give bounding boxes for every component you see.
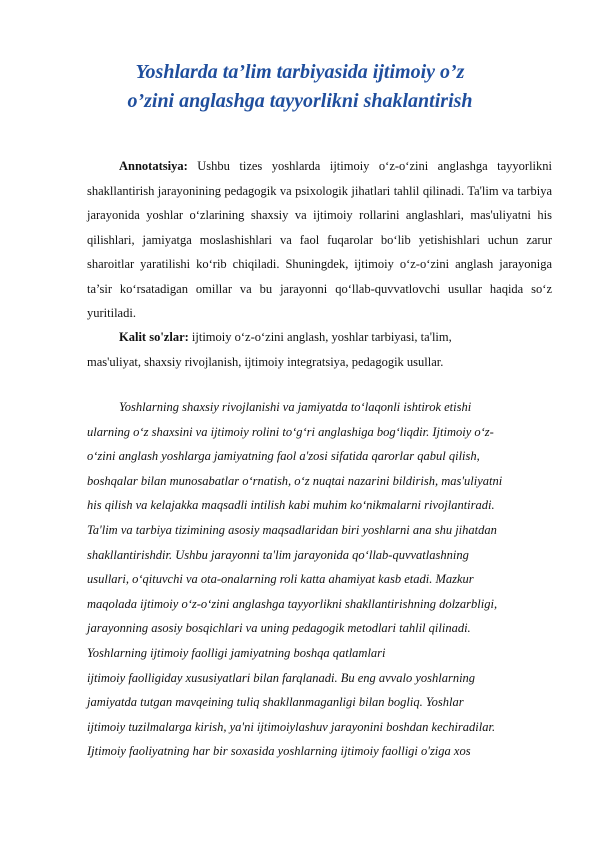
body-line: jarayonning asosiy bosqichlari va uning pedagogik metodlari tahlil qilinadi. <box>87 621 471 636</box>
keywords-line-2: mas'uliyat, shaxsiy rivojlanish, ijtimoiy integratsiya, pedagogik usullar. <box>87 355 444 369</box>
body-line: boshqalar bilan munosabatlar o‘rnatish, o‘z nuqtai nazarini bildirish, mas'uliyatni <box>87 473 503 488</box>
body-line: his qilish va kelajakka maqsadli intilish kabi muhim ko‘nikmalarni rivojlantiradi. <box>87 498 495 513</box>
abstract-text: Ushbu tizes yoshlarda ijtimoiy o‘z-o‘zini anglashga tayyorlikni shakllantirish jarayonining pedagogik va psixologik jihatlari tahlil qilinadi. Ta'lim va tarbiya jarayonida yoshlar o‘zlarining shaxsiy va ijtimoiy rollarini anglashlari, mas'uliyatni his qilishlari, jamiyatga moslashishlari va faol fuqarolar bo‘lib yetishishlari uchun zarur sharoitlar yaratilishi ko‘rib chiqiladi. Shuningdek, ijtimoiy o‘z-o‘zini anglash jarayoniga ta’sir ko‘rsatadigan omillar va bu jarayonni qo‘llab-quvvatlovchi usullar haqida so‘z yuritiladi. <box>87 159 552 320</box>
body-line: ijtimoiy faolligiday xususiyatlari bilan farqlanadi. Bu eng avvalo yoshlarning <box>87 670 476 685</box>
keywords-line-1 <box>119 325 584 350</box>
abstract-paragraph <box>87 154 552 326</box>
body-line: Ijtimoiy faoliyatning har bir soxasida yoshlarning ijtimoiy faolligi o'ziga xos <box>87 744 471 759</box>
body-line: o‘zini anglash yoshlarga jamiyatning faol a'zosi sifatida qarorlar qabul qilish, <box>87 449 480 464</box>
body-line: usullari, o‘qituvchi va ota-onalarning roli katta ahamiyat kasb etadi. Mazkur <box>87 572 474 587</box>
paper-title-line-1: Yoshlarda ta’lim tarbiyasida ijtimoiy o’z <box>135 61 465 83</box>
body-line: ularning o‘z shaxsini va ijtimoiy rolini to‘g‘ri anglashiga bog‘liqdir. Ijtimoiy o‘z- <box>87 424 494 439</box>
body-line: maqolada ijtimoiy o‘z-o‘zini anglashga tayyorlikni shakllantirishning dolzarbligi, <box>87 596 498 611</box>
body-line: ijtimoiy tuzilmalarga kirish, ya'ni ijtimoiylashuv jarayonini boshdan kechiradilar. <box>87 719 496 734</box>
body-line: Yoshlarning shaxsiy rivojlanishi va jamiyatda to‘laqonli ishtirok etishi <box>119 400 472 414</box>
body-line: Ta'lim va tarbiya tizimining asosiy maqsadlaridan biri yoshlarni ana shu jihatdan <box>87 523 497 537</box>
keywords-text-1: ijtimoiy o‘z-o‘zini anglash, yoshlar tarbiyasi, ta'lim, <box>191 330 452 344</box>
body-line: Yoshlarning ijtimoiy faolligi jamiyatning boshqa qatlamlari <box>87 646 386 660</box>
keywords-label: Kalit so'zlar: <box>119 330 189 344</box>
abstract-label: Annotatsiya: <box>119 159 188 173</box>
body-line: shakllantirishdir. Ushbu jarayonni ta'lim jarayonida qo‘llab-quvvatlashning <box>87 547 469 562</box>
body-line: jamiyatda tutgan mavqeining tuliq shakllanmaganligi bilan bogliq. Yoshlar <box>87 695 464 710</box>
paper-title-line-2: o’zini anglashga tayyorlikni shaklantirish <box>127 90 473 112</box>
